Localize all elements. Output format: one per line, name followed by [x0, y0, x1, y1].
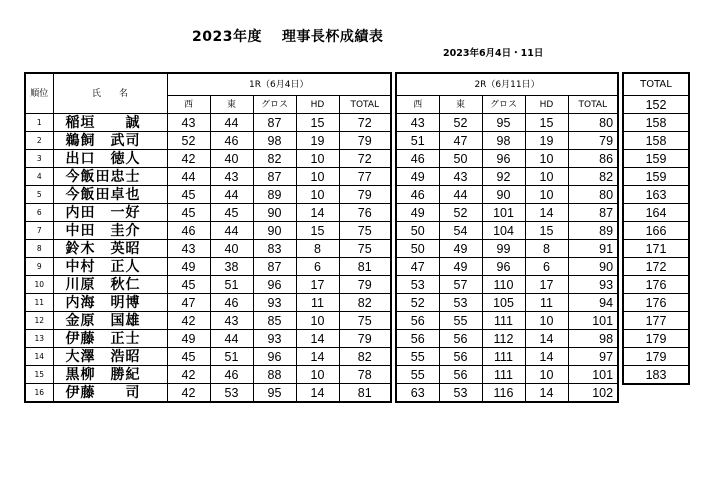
- r1-hd-cell: 8: [296, 240, 339, 258]
- col-header-west: 西: [167, 96, 210, 114]
- r1-west-cell: 45: [167, 186, 210, 204]
- r1-east-cell: 53: [210, 384, 253, 403]
- r2-gross-cell: 112: [482, 330, 525, 348]
- r1-hd-cell: 19: [296, 132, 339, 150]
- r2-east-cell: 47: [439, 132, 482, 150]
- rank-cell: 16: [25, 384, 53, 403]
- r1-gross-cell: 93: [253, 294, 296, 312]
- grand-total-cell: 164: [623, 204, 689, 222]
- r1-east-cell: 46: [210, 132, 253, 150]
- r1-east-cell: 46: [210, 294, 253, 312]
- player-name: 大澤 浩昭: [53, 348, 167, 366]
- round1-header: 1R（6月4日）: [167, 73, 391, 96]
- r1-east-cell: 46: [210, 366, 253, 384]
- r2-total-cell: 93: [568, 276, 618, 294]
- table-row: [25, 186, 391, 204]
- r2-hd-cell: 10: [525, 168, 568, 186]
- r1-total-cell: 79: [339, 132, 391, 150]
- grand-total-cell: 152: [623, 96, 689, 114]
- r1-east-cell: 43: [210, 168, 253, 186]
- table-row: [25, 258, 391, 276]
- r1-east-cell: 38: [210, 258, 253, 276]
- r1-west-cell: 52: [167, 132, 210, 150]
- r2-west-cell: 50: [396, 222, 439, 240]
- col-header-total: TOTAL: [339, 96, 391, 114]
- r1-gross-cell: 90: [253, 222, 296, 240]
- r1-hd-cell: 10: [296, 366, 339, 384]
- grand-total-cell: 176: [623, 276, 689, 294]
- r2-hd-cell: 10: [525, 366, 568, 384]
- r2-total-cell: 82: [568, 168, 618, 186]
- r2-total-cell: 97: [568, 348, 618, 366]
- rank-cell: 15: [25, 366, 53, 384]
- table-row: [396, 348, 618, 366]
- r2-gross-cell: 92: [482, 168, 525, 186]
- rank-header: 順位: [25, 73, 53, 114]
- r1-hd-cell: 14: [296, 384, 339, 403]
- r1-gross-cell: 83: [253, 240, 296, 258]
- r2-west-cell: 47: [396, 258, 439, 276]
- grand-total-cell: 158: [623, 132, 689, 150]
- r2-gross-cell: 105: [482, 294, 525, 312]
- r1-total-cell: 76: [339, 204, 391, 222]
- r2-west-cell: 56: [396, 312, 439, 330]
- grand-total-cell: 177: [623, 312, 689, 330]
- r2-west-cell: 55: [396, 348, 439, 366]
- table-row: [623, 348, 689, 366]
- r1-hd-cell: 17: [296, 276, 339, 294]
- table-row: [396, 276, 618, 294]
- rank-cell: 4: [25, 168, 53, 186]
- r2-hd-cell: 10: [525, 150, 568, 168]
- r1-west-cell: 46: [167, 222, 210, 240]
- r1-gross-cell: 96: [253, 348, 296, 366]
- col-header-east: 東: [210, 96, 253, 114]
- name-header: 氏 名: [53, 73, 167, 114]
- table-row: [25, 330, 391, 348]
- round2-table: [395, 72, 619, 403]
- grand-total-cell: 171: [623, 240, 689, 258]
- table-row: [396, 114, 618, 132]
- r1-hd-cell: 11: [296, 294, 339, 312]
- r1-total-cell: 79: [339, 186, 391, 204]
- rank-cell: 3: [25, 150, 53, 168]
- grand-total-cell: 158: [623, 114, 689, 132]
- table-row: [623, 168, 689, 186]
- r2-total-cell: 90: [568, 258, 618, 276]
- r2-total-cell: 98: [568, 330, 618, 348]
- table-row: [396, 150, 618, 168]
- r1-gross-cell: 90: [253, 204, 296, 222]
- r1-west-cell: 45: [167, 276, 210, 294]
- r1-hd-cell: 6: [296, 258, 339, 276]
- r2-west-cell: 63: [396, 384, 439, 403]
- rank-cell: 13: [25, 330, 53, 348]
- r2-hd-cell: 19: [525, 132, 568, 150]
- col-header-east: 東: [439, 96, 482, 114]
- table-row: [396, 384, 618, 403]
- r1-gross-cell: 87: [253, 114, 296, 132]
- table-row: [623, 276, 689, 294]
- grand-total-cell: 163: [623, 186, 689, 204]
- r2-east-cell: 55: [439, 312, 482, 330]
- table-row: [25, 348, 391, 366]
- r1-hd-cell: 14: [296, 330, 339, 348]
- grand-total-table: [622, 72, 690, 385]
- table-row: [25, 312, 391, 330]
- r1-total-cell: 82: [339, 294, 391, 312]
- r2-total-cell: 102: [568, 384, 618, 403]
- r2-hd-cell: 14: [525, 348, 568, 366]
- r2-east-cell: 56: [439, 330, 482, 348]
- r2-east-cell: 56: [439, 348, 482, 366]
- r2-hd-cell: 17: [525, 276, 568, 294]
- event-dates: 2023年6月4日・11日: [443, 48, 544, 59]
- table-row: [623, 204, 689, 222]
- table-row: [623, 240, 689, 258]
- table-row: [396, 258, 618, 276]
- r1-total-cell: 72: [339, 114, 391, 132]
- table-row: [396, 168, 618, 186]
- rank-cell: 5: [25, 186, 53, 204]
- r1-hd-cell: 14: [296, 204, 339, 222]
- r1-hd-cell: 15: [296, 222, 339, 240]
- col-header-gross: グロス: [253, 96, 296, 114]
- col-header-west: 西: [396, 96, 439, 114]
- r2-east-cell: 49: [439, 240, 482, 258]
- r2-east-cell: 43: [439, 168, 482, 186]
- r2-hd-cell: 10: [525, 186, 568, 204]
- r1-total-cell: 82: [339, 348, 391, 366]
- round2-header: 2R（6月11日）: [396, 73, 618, 96]
- table-row: [25, 276, 391, 294]
- r2-hd-cell: 14: [525, 330, 568, 348]
- table-row: [396, 132, 618, 150]
- r2-gross-cell: 96: [482, 150, 525, 168]
- grand-total-cell: 179: [623, 348, 689, 366]
- table-row: [623, 150, 689, 168]
- r1-west-cell: 42: [167, 150, 210, 168]
- r1-gross-cell: 95: [253, 384, 296, 403]
- r1-west-cell: 49: [167, 330, 210, 348]
- player-name: 伊藤 正士: [53, 330, 167, 348]
- r1-gross-cell: 82: [253, 150, 296, 168]
- rank-cell: 8: [25, 240, 53, 258]
- r2-hd-cell: 6: [525, 258, 568, 276]
- table-row: [396, 186, 618, 204]
- r1-hd-cell: 10: [296, 186, 339, 204]
- r1-west-cell: 47: [167, 294, 210, 312]
- r2-total-cell: 80: [568, 114, 618, 132]
- r1-east-cell: 51: [210, 348, 253, 366]
- r2-total-cell: 91: [568, 240, 618, 258]
- col-header-total: TOTAL: [568, 96, 618, 114]
- col-header-gross: グロス: [482, 96, 525, 114]
- table-row: [25, 150, 391, 168]
- table-row: [25, 222, 391, 240]
- r2-gross-cell: 98: [482, 132, 525, 150]
- r1-total-cell: 78: [339, 366, 391, 384]
- rank-cell: 11: [25, 294, 53, 312]
- r2-total-cell: 80: [568, 186, 618, 204]
- r2-total-cell: 86: [568, 150, 618, 168]
- r2-gross-cell: 90: [482, 186, 525, 204]
- r2-total-cell: 79: [568, 132, 618, 150]
- r2-west-cell: 51: [396, 132, 439, 150]
- r2-east-cell: 56: [439, 366, 482, 384]
- r1-gross-cell: 96: [253, 276, 296, 294]
- r1-total-cell: 81: [339, 258, 391, 276]
- r2-hd-cell: 14: [525, 384, 568, 403]
- r2-east-cell: 49: [439, 258, 482, 276]
- r2-west-cell: 49: [396, 204, 439, 222]
- player-name: 内海 明博: [53, 294, 167, 312]
- r2-east-cell: 57: [439, 276, 482, 294]
- r2-west-cell: 52: [396, 294, 439, 312]
- table-row: [623, 186, 689, 204]
- table-row: [396, 294, 618, 312]
- page-title: 2023年度 理事長杯成績表: [192, 29, 384, 45]
- table-row: [25, 132, 391, 150]
- table-row: [623, 258, 689, 276]
- r1-hd-cell: 14: [296, 348, 339, 366]
- rank-cell: 9: [25, 258, 53, 276]
- r1-gross-cell: 85: [253, 312, 296, 330]
- r2-west-cell: 46: [396, 186, 439, 204]
- grand-total-cell: 166: [623, 222, 689, 240]
- table-row: [396, 330, 618, 348]
- player-name: 中村 正人: [53, 258, 167, 276]
- player-name: 鈴木 英昭: [53, 240, 167, 258]
- rank-cell: 7: [25, 222, 53, 240]
- table-row: [396, 222, 618, 240]
- table-row: [623, 330, 689, 348]
- grand-total-cell: 176: [623, 294, 689, 312]
- r2-east-cell: 44: [439, 186, 482, 204]
- r1-hd-cell: 10: [296, 312, 339, 330]
- r1-total-cell: 75: [339, 222, 391, 240]
- r2-total-cell: 101: [568, 312, 618, 330]
- r2-west-cell: 56: [396, 330, 439, 348]
- player-name: 今飯田卓也: [53, 186, 167, 204]
- table-row: [25, 240, 391, 258]
- r2-west-cell: 53: [396, 276, 439, 294]
- player-name: 今飯田忠士: [53, 168, 167, 186]
- r2-gross-cell: 95: [482, 114, 525, 132]
- r1-gross-cell: 88: [253, 366, 296, 384]
- r2-west-cell: 50: [396, 240, 439, 258]
- r1-east-cell: 44: [210, 222, 253, 240]
- grand-total-cell: 172: [623, 258, 689, 276]
- r2-west-cell: 43: [396, 114, 439, 132]
- r1-west-cell: 45: [167, 204, 210, 222]
- r2-east-cell: 50: [439, 150, 482, 168]
- r2-total-cell: 94: [568, 294, 618, 312]
- player-name: 川原 秋仁: [53, 276, 167, 294]
- rank-cell: 1: [25, 114, 53, 132]
- r2-gross-cell: 111: [482, 312, 525, 330]
- round1-table: [24, 72, 392, 403]
- r2-hd-cell: 15: [525, 222, 568, 240]
- r1-east-cell: 45: [210, 204, 253, 222]
- rank-cell: 10: [25, 276, 53, 294]
- player-name: 稲垣 誠: [53, 114, 167, 132]
- table-row: [25, 294, 391, 312]
- player-name: 出口 徳人: [53, 150, 167, 168]
- r2-east-cell: 54: [439, 222, 482, 240]
- r1-gross-cell: 87: [253, 168, 296, 186]
- r2-east-cell: 52: [439, 204, 482, 222]
- r1-total-cell: 75: [339, 240, 391, 258]
- table-row: [623, 366, 689, 385]
- grand-total-cell: 159: [623, 168, 689, 186]
- rank-cell: 12: [25, 312, 53, 330]
- r2-gross-cell: 110: [482, 276, 525, 294]
- r1-east-cell: 40: [210, 150, 253, 168]
- r1-hd-cell: 10: [296, 150, 339, 168]
- r2-hd-cell: 11: [525, 294, 568, 312]
- grand-total-cell: 183: [623, 366, 689, 385]
- r2-total-cell: 87: [568, 204, 618, 222]
- table-row: [623, 132, 689, 150]
- r1-west-cell: 42: [167, 366, 210, 384]
- table-row: [623, 96, 689, 114]
- r1-west-cell: 42: [167, 312, 210, 330]
- grand-total-header: TOTAL: [623, 73, 689, 96]
- table-row: [25, 114, 391, 132]
- player-name: 金原 国雄: [53, 312, 167, 330]
- r2-total-cell: 89: [568, 222, 618, 240]
- r2-west-cell: 55: [396, 366, 439, 384]
- r1-west-cell: 44: [167, 168, 210, 186]
- table-row: [623, 312, 689, 330]
- r2-east-cell: 53: [439, 384, 482, 403]
- r1-gross-cell: 87: [253, 258, 296, 276]
- player-name: 内田 一好: [53, 204, 167, 222]
- rank-cell: 2: [25, 132, 53, 150]
- r1-gross-cell: 89: [253, 186, 296, 204]
- r1-total-cell: 79: [339, 330, 391, 348]
- table-row: [25, 204, 391, 222]
- r1-west-cell: 42: [167, 384, 210, 403]
- r2-gross-cell: 101: [482, 204, 525, 222]
- r2-gross-cell: 104: [482, 222, 525, 240]
- col-header-hd: HD: [296, 96, 339, 114]
- r1-east-cell: 44: [210, 186, 253, 204]
- table-row: [25, 366, 391, 384]
- table-row: [396, 240, 618, 258]
- player-name: 鵜飼 武司: [53, 132, 167, 150]
- r2-hd-cell: 8: [525, 240, 568, 258]
- r1-total-cell: 75: [339, 312, 391, 330]
- r2-gross-cell: 96: [482, 258, 525, 276]
- table-row: [396, 204, 618, 222]
- r1-hd-cell: 10: [296, 168, 339, 186]
- r2-west-cell: 46: [396, 150, 439, 168]
- r2-east-cell: 53: [439, 294, 482, 312]
- grand-total-cell: 179: [623, 330, 689, 348]
- r1-total-cell: 77: [339, 168, 391, 186]
- r2-gross-cell: 111: [482, 348, 525, 366]
- table-row: [623, 114, 689, 132]
- r2-hd-cell: 15: [525, 114, 568, 132]
- r1-total-cell: 72: [339, 150, 391, 168]
- table-row: [25, 384, 391, 403]
- r1-west-cell: 43: [167, 114, 210, 132]
- r1-east-cell: 43: [210, 312, 253, 330]
- table-row: [25, 168, 391, 186]
- r1-west-cell: 43: [167, 240, 210, 258]
- r2-gross-cell: 116: [482, 384, 525, 403]
- player-name: 黒柳 勝紀: [53, 366, 167, 384]
- r1-east-cell: 51: [210, 276, 253, 294]
- r1-total-cell: 79: [339, 276, 391, 294]
- r1-west-cell: 45: [167, 348, 210, 366]
- r2-east-cell: 52: [439, 114, 482, 132]
- rank-cell: 6: [25, 204, 53, 222]
- r2-hd-cell: 14: [525, 204, 568, 222]
- r1-west-cell: 49: [167, 258, 210, 276]
- r1-east-cell: 44: [210, 114, 253, 132]
- grand-total-cell: 159: [623, 150, 689, 168]
- table-row: [396, 312, 618, 330]
- table-row: [623, 222, 689, 240]
- player-name: 伊藤 司: [53, 384, 167, 403]
- r1-gross-cell: 93: [253, 330, 296, 348]
- r2-hd-cell: 10: [525, 312, 568, 330]
- r2-gross-cell: 99: [482, 240, 525, 258]
- r1-hd-cell: 15: [296, 114, 339, 132]
- r1-total-cell: 81: [339, 384, 391, 403]
- col-header-hd: HD: [525, 96, 568, 114]
- table-row: [623, 294, 689, 312]
- r2-west-cell: 49: [396, 168, 439, 186]
- rank-cell: 14: [25, 348, 53, 366]
- player-name: 中田 圭介: [53, 222, 167, 240]
- r1-east-cell: 40: [210, 240, 253, 258]
- r1-gross-cell: 98: [253, 132, 296, 150]
- r2-gross-cell: 111: [482, 366, 525, 384]
- table-row: [396, 366, 618, 384]
- r2-total-cell: 101: [568, 366, 618, 384]
- r1-east-cell: 44: [210, 330, 253, 348]
